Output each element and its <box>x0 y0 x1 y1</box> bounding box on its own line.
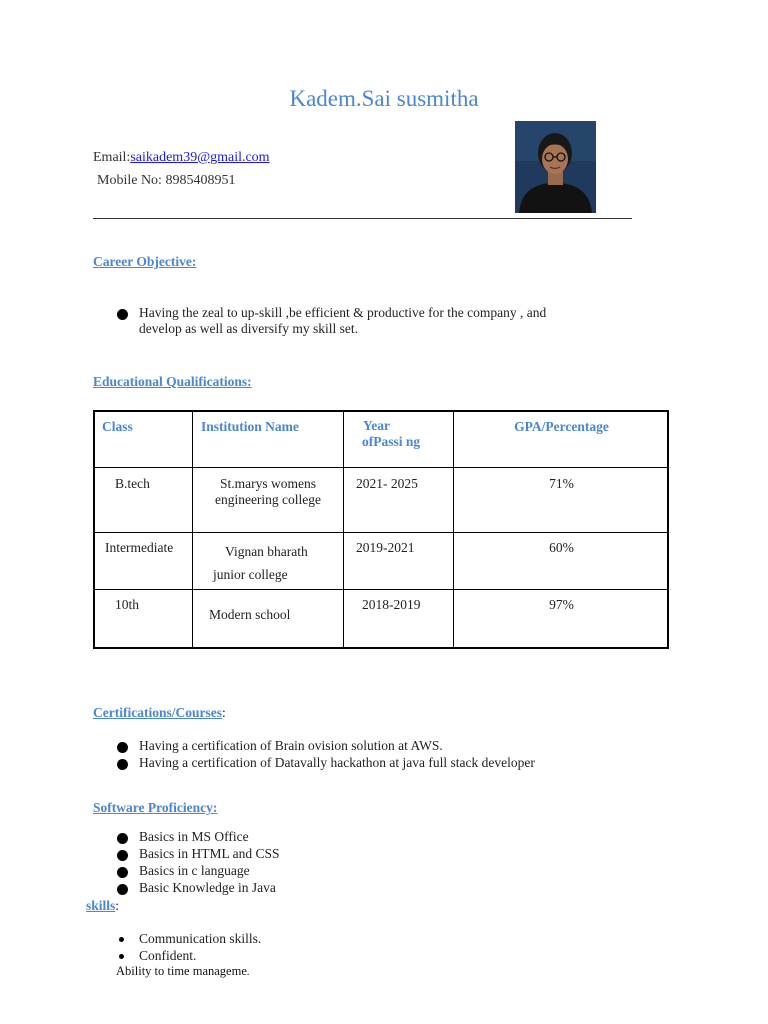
table-header-year-line-1: Year <box>363 418 390 433</box>
certifications-title: Certifications/Courses <box>93 705 222 720</box>
table-header-gpa: GPA/Percentage <box>514 419 609 434</box>
table-row-divider <box>95 589 667 590</box>
bullet-icon <box>117 850 128 861</box>
table-cell-class: B.tech <box>115 476 150 491</box>
software-item <box>117 846 280 862</box>
certifications-heading <box>93 704 226 722</box>
bullet-icon <box>117 742 128 753</box>
skill-item <box>117 931 261 947</box>
certification-text: Having a certification of Brain ovision solution at AWS. <box>139 738 443 753</box>
skill-item <box>117 948 196 964</box>
software-item <box>117 880 276 896</box>
bullet-icon <box>119 954 124 959</box>
software-text: Basic Knowledge in Java <box>139 880 276 895</box>
table-row-divider <box>95 532 667 533</box>
institution-line-2: junior college <box>213 567 288 582</box>
table-row-divider <box>95 467 667 468</box>
career-objective-item <box>117 305 637 337</box>
skills-heading <box>86 897 119 915</box>
email-label: Email: <box>93 150 131 165</box>
table-cell-year: 2021- 2025 <box>356 476 418 491</box>
bullet-icon <box>117 867 128 878</box>
table-cell-year: 2018-2019 <box>362 597 421 612</box>
education-title: Educational Qualifications: <box>93 374 252 389</box>
bullet-icon <box>117 309 128 320</box>
table-cell-institution <box>193 476 343 508</box>
table-header-year <box>363 418 420 450</box>
table-header-class: Class <box>102 419 133 434</box>
career-objective-title: Career Objective: <box>93 254 197 269</box>
bullet-icon <box>117 833 128 844</box>
table-cell-class: Intermediate <box>105 540 174 555</box>
skill-text: Confident. <box>139 948 197 963</box>
resume-name: Kadem.Sai susmitha <box>289 86 479 111</box>
certifications-colon: : <box>221 705 226 720</box>
education-table <box>93 410 669 649</box>
email-link[interactable]: saikadem39@gmail.com <box>130 150 270 165</box>
institution-line-1: Vignan bharath <box>225 544 308 559</box>
software-text: Basics in HTML and CSS <box>139 846 280 861</box>
software-text: Basics in c language <box>139 863 250 878</box>
table-cell-gpa: 71% <box>549 476 574 491</box>
table-cell-gpa: 97% <box>549 597 574 612</box>
institution-line-2: engineering college <box>214 492 322 507</box>
table-header-institution: Institution Name <box>201 419 299 434</box>
email-line <box>93 150 270 166</box>
skill-text: Communication skills. <box>139 931 262 946</box>
certification-item <box>117 755 535 771</box>
software-title: Software Proficiency: <box>93 800 218 815</box>
software-item <box>117 829 249 845</box>
skill-extra-text: Ability to time manageme <box>116 964 247 978</box>
skill-extra-line <box>116 964 249 979</box>
table-column-divider <box>343 412 344 647</box>
table-cell-institution <box>193 540 343 586</box>
software-item <box>117 863 250 879</box>
table-cell-class: 10th <box>115 597 140 612</box>
table-cell-institution: Modern school <box>209 607 291 622</box>
certification-text: Having a certification of Datavally hackathon at java full stack developer <box>139 755 535 770</box>
skills-title: skills <box>86 898 116 913</box>
software-heading <box>93 799 217 817</box>
career-objective-heading <box>93 253 196 271</box>
table-column-divider <box>192 412 193 647</box>
bullet-icon <box>119 937 124 942</box>
education-heading <box>93 373 252 391</box>
career-line-2: develop as well as diversify my skill set. <box>139 321 358 336</box>
skill-extra-period: . <box>246 967 250 978</box>
bullet-icon <box>117 884 128 895</box>
table-cell-gpa: 60% <box>549 540 574 555</box>
career-line-1: Having the zeal to up-skill ,be efficient & productive for the company , and <box>139 305 547 320</box>
institution-line-1: St.marys womens <box>220 476 316 491</box>
software-text: Basics in MS Office <box>139 829 249 844</box>
table-header-year-line-2: ofPassi ng <box>362 434 421 449</box>
header-divider <box>93 218 632 219</box>
profile-photo <box>515 121 596 213</box>
skills-colon: : <box>115 898 120 913</box>
mobile-number: Mobile No: 8985408951 <box>97 173 236 188</box>
certification-item <box>117 738 443 754</box>
table-cell-year: 2019-2021 <box>356 540 415 555</box>
bullet-icon <box>117 759 128 770</box>
